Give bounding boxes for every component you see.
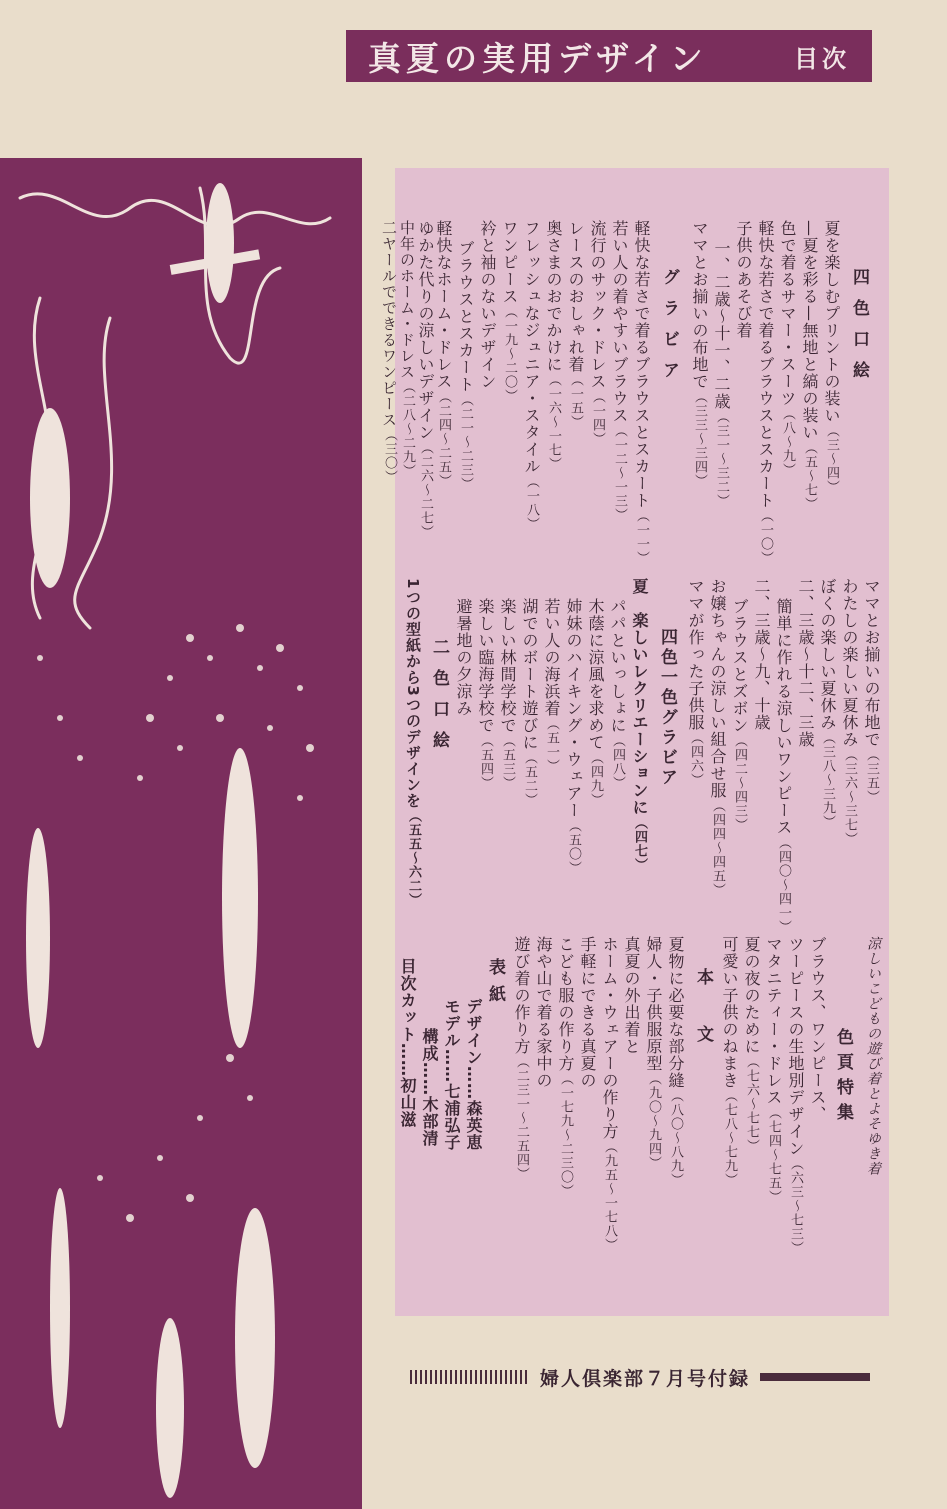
toc-entry: 軽快な若さで着るブラウスとスカート（一〇）	[756, 220, 775, 565]
toc-entry: 奥さまのおでかけに（一六〜一七）	[544, 220, 563, 471]
toc-entry: 遊び着の作り方（二三一〜二五四）	[512, 936, 531, 1181]
toc-entry: 夏 楽しいレクリエーションに（四七）	[630, 578, 649, 872]
toc-entry: こども服の作り方（一七九〜二三〇）	[556, 936, 575, 1198]
section-heading: グラビア	[659, 268, 679, 392]
section-heading: 四色口絵	[849, 268, 869, 392]
toc-entry: パパといっしょに（四八）	[608, 598, 627, 790]
credit-row: 構成……木部清	[420, 1028, 439, 1147]
toc-entry: 真夏の外出着と	[622, 936, 641, 1055]
toc-entry: ママとお揃いの布地で（三三〜三四）	[690, 220, 709, 488]
footer-rule-right	[760, 1373, 870, 1381]
toc-entry: 可愛い子供のねまき（七八〜七九）	[720, 936, 739, 1187]
toc-entry: ホーム・ウェアーの作り方（九五〜一七八）	[600, 936, 619, 1252]
toc-entry: マタニティー・ドレス（七四〜七五）	[764, 936, 783, 1204]
toc-entry: 婦人・子供服原型（九〇〜九四）	[644, 936, 663, 1170]
toc-entry: 子供のあそび着	[734, 220, 753, 339]
toc-entry: 中年のホーム・ドレス（二八〜二九）	[398, 220, 416, 478]
toc-entry: 手軽にできる真夏の	[578, 936, 597, 1089]
toc-entry: ツーピースの生地別デザイン（六三〜七三）	[786, 936, 805, 1255]
toc-entry: 一、二歳〜十一、二歳（三一〜三二）	[712, 240, 731, 508]
toc-entry: 流行のサック・ドレス（一四）	[588, 220, 607, 446]
toc-entry: 夏を楽しむプリントの装い（三〜四）	[822, 220, 841, 494]
toc-entry: ぼくの楽しい夏休み（三八〜三九）	[818, 578, 837, 829]
toc-entry: ママとお揃いの布地で（三五）	[862, 578, 881, 804]
footer	[410, 1360, 947, 1394]
toc-entry: ママが作った子供服（四六）	[686, 578, 705, 787]
toc-entry: 姉妹のハイキング・ウェアー（五〇）	[564, 598, 583, 875]
toc-entry: 湖でのボート遊びに（五二）	[520, 598, 539, 807]
toc-entry: 1つの型紙から3つのデザインを（五五〜六二）	[404, 578, 422, 907]
page-subtitle: 目次	[794, 44, 850, 73]
toc-entry: 楽しい臨海学校で（五四）	[476, 598, 495, 790]
footer-text: 婦人倶楽部７月号付録	[540, 1367, 751, 1390]
toc-entry: お嬢ちゃんの涼しい組合せ服（四四〜四五）	[708, 578, 727, 897]
credit-row: モデル……七浦弘子	[442, 998, 461, 1151]
toc-entry: 木蔭に涼風を求めて（四九）	[586, 598, 605, 807]
toc-entry: ブラウスとスカート（二一〜二三）	[456, 240, 475, 491]
section-lead: 涼しいこどもの遊び着とよそゆき着	[865, 936, 881, 1176]
toc-entry: 若い人の海浜着（五一）	[542, 598, 561, 773]
toc-entry: ブラウスとズボン（四二〜四三）	[730, 598, 749, 832]
toc-entry: 二ヤールでできるワンピース（三〇）	[380, 220, 398, 484]
toc-entry: 色で着るサマー・スーツ（八〜九）	[778, 220, 797, 477]
toc-entry: フレッシュなジュニア・スタイル（一八）	[522, 220, 541, 531]
title-banner	[346, 30, 872, 82]
art-illustration	[0, 158, 362, 1509]
toc-entry: 軽快なホーム・ドレス（二四〜二五）	[434, 220, 453, 488]
toc-entry: ワンピース（一九〜二〇）	[500, 220, 519, 403]
toc-entry: 二、三歳〜十二、三歳	[796, 578, 815, 748]
toc-entry: ブラウス、ワンピース、	[808, 936, 827, 1123]
toc-entry: ゆかた代りの涼しいデザイン（二六〜二七）	[416, 220, 435, 539]
toc-entry: わたしの楽しい夏休み（三六〜三七）	[840, 578, 859, 846]
credits-heading: 表紙	[485, 958, 505, 1012]
toc-entry: 避暑地の夕涼み	[454, 598, 473, 717]
section-heading: 色頁特集	[833, 1028, 853, 1128]
section-heading: 四色一色グラビア	[657, 628, 677, 788]
toc-entry: 簡単に作れる涼しいワンピース（四〇〜四一）	[774, 598, 793, 934]
toc-entry: 楽しい林間学校で（五三）	[498, 598, 517, 790]
toc-entry: レースのおしゃれ着（一五）	[566, 220, 585, 429]
credit-row: デザイン……森英恵	[464, 998, 483, 1151]
section-heading: 本文	[693, 968, 713, 1082]
toc-entry: 夏物に必要な部分縫（八〇〜八九）	[666, 936, 685, 1187]
credit-row: 目次カット……初山滋	[398, 958, 417, 1128]
section-heading: 二色口絵	[429, 638, 449, 762]
toc-entry: 夏の夜のために（七六〜七七）	[742, 936, 761, 1153]
table-of-contents	[380, 168, 889, 1316]
toc-entry: 衿と袖のないデザイン	[478, 220, 497, 390]
toc-entry: —夏を彩る—無地と縞の装い（五〜七）	[800, 220, 819, 511]
calligraphy-ikebana-icon	[0, 158, 362, 1509]
page-title: 真夏の実用デザイン	[368, 38, 708, 78]
footer-rule-left	[410, 1370, 530, 1384]
toc-entry: 海や山で着る家中の	[534, 936, 553, 1089]
toc-entry: 若い人の着やすいブラウス（一二〜一三）	[610, 220, 629, 522]
toc-entry: 軽快な若さで着るブラウスとスカート（一一）	[632, 220, 651, 565]
toc-entry: 二、三歳〜九、十歳	[752, 578, 771, 731]
